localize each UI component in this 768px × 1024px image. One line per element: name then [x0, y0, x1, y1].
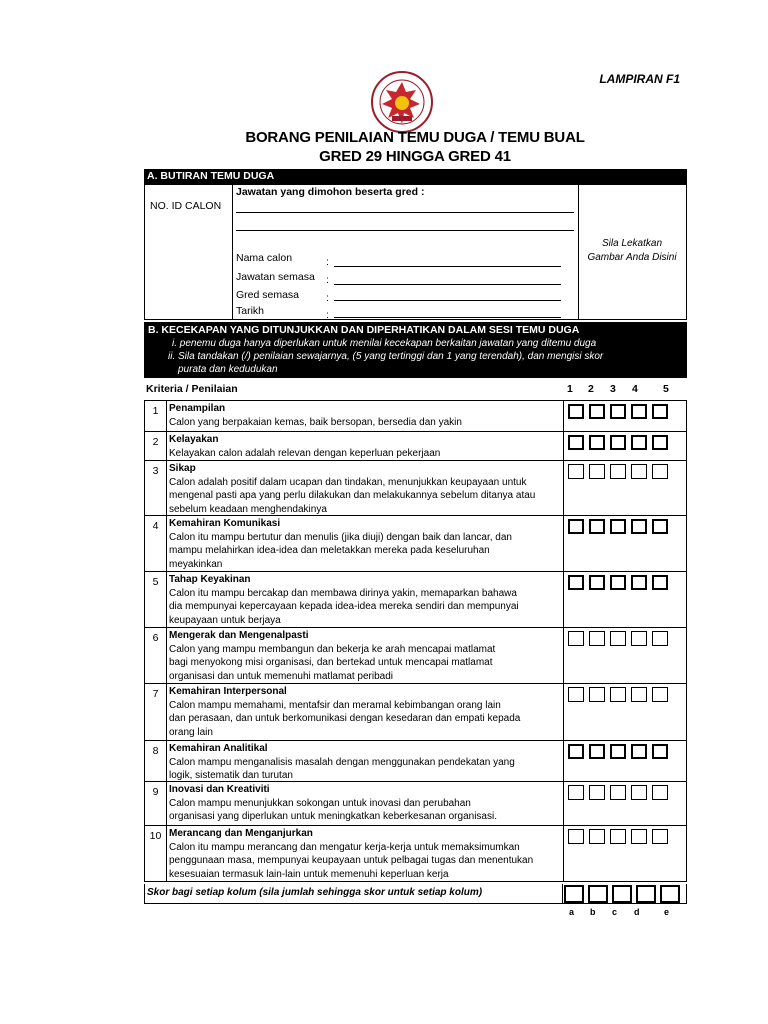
scale-label-5: 5 [663, 383, 669, 395]
rating-checkbox-2[interactable] [589, 404, 605, 419]
rating-checkbox-5[interactable] [652, 744, 668, 759]
rating-boxes [568, 631, 668, 646]
rating-checkbox-3[interactable] [610, 575, 626, 590]
criteria-text [169, 433, 559, 460]
criteria-description-line: Calon yang berpakaian kemas, baik bersopan, bersedia dan yakin [169, 416, 462, 428]
criteria-description-line: bagi menyokong misi organisasi, dan bertekad untuk mencapai matlamat [169, 657, 493, 669]
field-colon: : [326, 274, 329, 286]
section-b-note-2: ii. Sila tandakan (/) penilaian sewajarnya, (5 yang tertinggi dan 1 yang terendah), dan mengisi skor [168, 351, 604, 362]
criteria-title: Kemahiran Analitikal [169, 743, 268, 754]
photo-placeholder-line-1: Sila Lekatkan [601, 238, 663, 249]
criteria-description-line: penggunaan masa, mempunyai keupayaan untuk pelbagai tugas dan menentukan [169, 855, 534, 867]
candidate-name-field[interactable] [334, 266, 561, 267]
score-total-box-e[interactable] [660, 885, 680, 903]
field-label-current-position: Jawatan semasa [236, 271, 315, 283]
rating-boxes [568, 519, 668, 534]
criteria-title: Inovasi dan Kreativiti [169, 784, 270, 795]
rating-checkbox-2[interactable] [589, 435, 605, 450]
rating-checkbox-2[interactable] [589, 829, 605, 844]
criteria-number: 7 [145, 684, 167, 740]
rating-checkbox-4[interactable] [631, 829, 647, 844]
criteria-row [145, 401, 686, 432]
form-subtitle: GRED 29 HINGGA GRED 41 [319, 148, 511, 165]
position-applied-label: Jawatan yang dimohon beserta gred : [236, 186, 425, 198]
criteria-description-line: Calon itu mampu merancang dan mengatur kerja-kerja untuk memaksimumkan [169, 841, 520, 853]
criteria-title: Kemahiran Komunikasi [169, 518, 281, 529]
criteria-table [144, 400, 687, 882]
rating-cell [563, 516, 687, 571]
criteria-description-line: Calon itu mampu bertutur dan menulis (jika diuji) dengan baik dan lancar, dan [169, 531, 512, 543]
rating-checkbox-4[interactable] [631, 435, 647, 450]
photo-placeholder[interactable] [580, 237, 684, 265]
rating-cell [563, 401, 687, 431]
score-total-box-d[interactable] [636, 885, 656, 903]
rating-checkbox-5[interactable] [652, 631, 668, 646]
appendix-label: LAMPIRAN F1 [599, 72, 680, 86]
rating-checkbox-1[interactable] [568, 744, 584, 759]
scale-label-1: 1 [567, 383, 573, 395]
rating-checkbox-1[interactable] [568, 404, 584, 419]
rating-checkbox-3[interactable] [610, 404, 626, 419]
rating-checkbox-2[interactable] [589, 631, 605, 646]
field-colon: : [326, 256, 329, 268]
criteria-number: 1 [145, 401, 167, 431]
rating-checkbox-1[interactable] [568, 687, 584, 702]
criteria-description-line: Calon adalah positif dalam ucapan dan tindakan, menunjukkan keupayaan untuk [169, 476, 527, 488]
rating-checkbox-5[interactable] [652, 785, 668, 800]
rating-boxes [568, 575, 668, 590]
rating-cell [563, 628, 687, 683]
criteria-row [145, 826, 686, 881]
scale-label-2: 2 [588, 383, 594, 395]
criteria-description-line: organisasi dan untuk memenuhi matlamat peribadi [169, 670, 394, 682]
criteria-row [145, 684, 686, 741]
criteria-number: 2 [145, 432, 167, 460]
rating-boxes [568, 435, 668, 450]
criteria-row [145, 516, 686, 572]
section-b-note-1: i. penemu duga hanya diperlukan untuk menilai kecekapan berkaitan jawatan yang ditemu duga [172, 338, 597, 349]
scale-label-4: 4 [632, 383, 638, 395]
rating-boxes [568, 404, 668, 419]
rating-checkbox-2[interactable] [589, 575, 605, 590]
rating-checkbox-1[interactable] [568, 785, 584, 800]
rating-checkbox-3[interactable] [610, 519, 626, 534]
criteria-description-line: organisasi yang diperlukan untuk meningkatkan keberkesanan organisasi. [169, 811, 497, 823]
rating-checkbox-4[interactable] [631, 464, 647, 479]
criteria-text [169, 573, 559, 627]
criteria-text [169, 402, 559, 429]
rating-checkbox-3[interactable] [610, 744, 626, 759]
criteria-number: 10 [145, 826, 167, 881]
section-b-note-3: purata dan kedudukan [178, 364, 278, 375]
rating-checkbox-5[interactable] [652, 435, 668, 450]
rating-cell [563, 782, 687, 825]
criteria-description-line: Kelayakan calon adalah relevan dengan keperluan pekerjaan [169, 447, 441, 459]
criteria-description-line: orang lain [169, 726, 213, 738]
section-b-heading: B. KECEKAPAN YANG DITUNJUKKAN DAN DIPERHATIKAN DALAM SESI TEMU DUGA [148, 324, 580, 336]
criteria-description-line: Calon mampu memahami, mentafsir dan meramal kebimbangan orang lain [169, 699, 501, 711]
criteria-number: 3 [145, 461, 167, 515]
criteria-description-line: dia mempunyai kepercayaan kepada idea-idea mereka sendiri dan mempunyai [169, 601, 519, 613]
criteria-title: Tahap Keyakinan [169, 574, 251, 585]
rating-checkbox-1[interactable] [568, 435, 584, 450]
criteria-number: 9 [145, 782, 167, 825]
column-letter-d: d [634, 907, 640, 917]
score-total-box-c[interactable] [612, 885, 632, 903]
rating-boxes [568, 744, 668, 759]
criteria-text [169, 783, 559, 824]
criteria-title: Penampilan [169, 403, 226, 414]
column-letter-c: c [612, 907, 618, 917]
criteria-row [145, 741, 686, 782]
rating-checkbox-3[interactable] [610, 785, 626, 800]
divider [578, 184, 579, 320]
form-title: BORANG PENILAIAN TEMU DUGA / TEMU BUAL [245, 129, 585, 146]
rating-cell [563, 432, 687, 460]
rating-checkbox-1[interactable] [568, 631, 584, 646]
rating-checkbox-5[interactable] [652, 829, 668, 844]
field-label-date: Tarikh [236, 305, 265, 317]
criteria-description-line: Calon mampu menunjukkan sokongan untuk inovasi dan perubahan [169, 797, 471, 809]
column-letter-b: b [590, 907, 596, 917]
field-colon: : [326, 309, 329, 321]
rating-checkbox-1[interactable] [568, 464, 584, 479]
criteria-description-line: mampu melahirkan idea-idea dan meletakkan mereka pada keseluruhan [169, 545, 490, 557]
criteria-title: Merancang dan Menganjurkan [169, 828, 313, 839]
field-colon: : [326, 292, 329, 304]
rating-checkbox-3[interactable] [610, 687, 626, 702]
rating-boxes [568, 785, 668, 800]
score-total-boxes [564, 885, 684, 903]
criteria-row [145, 572, 686, 628]
rating-checkbox-3[interactable] [610, 435, 626, 450]
criteria-title: Mengerak dan Mengenalpasti [169, 630, 309, 641]
criteria-text [169, 517, 559, 571]
rating-checkbox-5[interactable] [652, 519, 668, 534]
rating-checkbox-4[interactable] [631, 519, 647, 534]
current-grade-field[interactable] [334, 300, 561, 301]
score-total-box-b[interactable] [588, 885, 608, 903]
rating-checkbox-3[interactable] [610, 631, 626, 646]
column-letter-a: a [569, 907, 575, 917]
rating-checkbox-2[interactable] [589, 687, 605, 702]
criteria-description-line: keupayaan untuk berjaya [169, 614, 281, 626]
criteria-description-line: dan perasaan, dan untuk berkomunikasi dengan kesedaran dan empati kepada [169, 713, 521, 725]
rating-checkbox-4[interactable] [631, 687, 647, 702]
criteria-title: Sikap [169, 463, 196, 474]
criteria-title: Kelayakan [169, 434, 219, 445]
criteria-text [169, 827, 559, 881]
rating-cell [563, 572, 687, 627]
rating-checkbox-1[interactable] [568, 575, 584, 590]
criteria-description-line: kesesuaian termasuk lain-lain untuk memenuhi keperluan kerja [169, 868, 449, 880]
score-total-label: Skor bagi setiap kolum (sila jumlah sehingga skor untuk setiap kolum) [147, 887, 483, 898]
criteria-description-line: meyakinkan [169, 558, 223, 570]
rating-cell [563, 461, 687, 515]
rating-cell [563, 684, 687, 740]
photo-placeholder-line-2: Gambar Anda Disini [587, 252, 677, 263]
criteria-row [145, 432, 686, 461]
score-total-box-a[interactable] [564, 885, 584, 903]
criteria-description-line: Calon yang mampu membangun dan bekerja ke arah mencapai matlamat [169, 643, 496, 655]
rating-checkbox-4[interactable] [631, 575, 647, 590]
criteria-row [145, 782, 686, 826]
criteria-description-line: mengenal pasti apa yang perlu dilakukan dan melakukannya sebelum ditanya atau [169, 490, 536, 502]
rating-checkbox-4[interactable] [631, 744, 647, 759]
rating-checkbox-4[interactable] [631, 631, 647, 646]
date-field[interactable] [334, 317, 561, 318]
rating-checkbox-5[interactable] [652, 464, 668, 479]
rating-boxes [568, 464, 668, 479]
rating-checkbox-5[interactable] [652, 575, 668, 590]
criteria-text [169, 629, 559, 683]
criteria-number: 6 [145, 628, 167, 683]
criteria-row [145, 461, 686, 516]
rating-boxes [568, 829, 668, 844]
field-label-name: Nama calon [236, 252, 293, 264]
rating-checkbox-1[interactable] [568, 519, 584, 534]
criteria-description-line: Calon mampu menganalisis masalah dengan menggunakan pendekatan yang [169, 756, 515, 768]
rating-checkbox-2[interactable] [589, 744, 605, 759]
rating-checkbox-2[interactable] [589, 519, 605, 534]
organization-seal-logo [370, 70, 434, 134]
criteria-number: 4 [145, 516, 167, 571]
rating-boxes [568, 687, 668, 702]
section-a-heading: A. BUTIRAN TEMU DUGA [144, 169, 687, 184]
criteria-row [145, 628, 686, 684]
rating-checkbox-1[interactable] [568, 829, 584, 844]
rating-checkbox-4[interactable] [631, 404, 647, 419]
criteria-description-line: Calon itu mampu bercakap dan membawa dirinya yakin, memaparkan bahawa [169, 587, 517, 599]
criteria-title: Kemahiran Interpersonal [169, 686, 287, 697]
rating-checkbox-3[interactable] [610, 464, 626, 479]
divider [562, 884, 563, 904]
criteria-number: 8 [145, 741, 167, 781]
rating-checkbox-4[interactable] [631, 785, 647, 800]
criteria-text [169, 742, 559, 783]
rating-cell [563, 826, 687, 881]
position-applied-line-2[interactable] [236, 230, 574, 231]
criteria-text [169, 462, 559, 516]
criteria-header: Kriteria / Penilaian [146, 383, 238, 395]
current-position-field[interactable] [334, 284, 561, 285]
criteria-text [169, 685, 559, 739]
rating-checkbox-2[interactable] [589, 464, 605, 479]
rating-checkbox-2[interactable] [589, 785, 605, 800]
criteria-description-line: sebelum keadaan menghendakinya [169, 503, 327, 515]
criteria-number: 5 [145, 572, 167, 627]
candidate-id-label: NO. ID CALON [150, 200, 222, 212]
divider [232, 184, 233, 320]
rating-checkbox-3[interactable] [610, 829, 626, 844]
position-applied-line-1[interactable] [236, 212, 574, 213]
rating-checkbox-5[interactable] [652, 687, 668, 702]
scale-label-3: 3 [610, 383, 616, 395]
criteria-description-line: logik, sistematik dan turutan [169, 770, 293, 782]
rating-cell [563, 741, 687, 781]
column-letter-e: e [664, 907, 670, 917]
rating-checkbox-5[interactable] [652, 404, 668, 419]
field-label-current-grade: Gred semasa [236, 289, 300, 301]
